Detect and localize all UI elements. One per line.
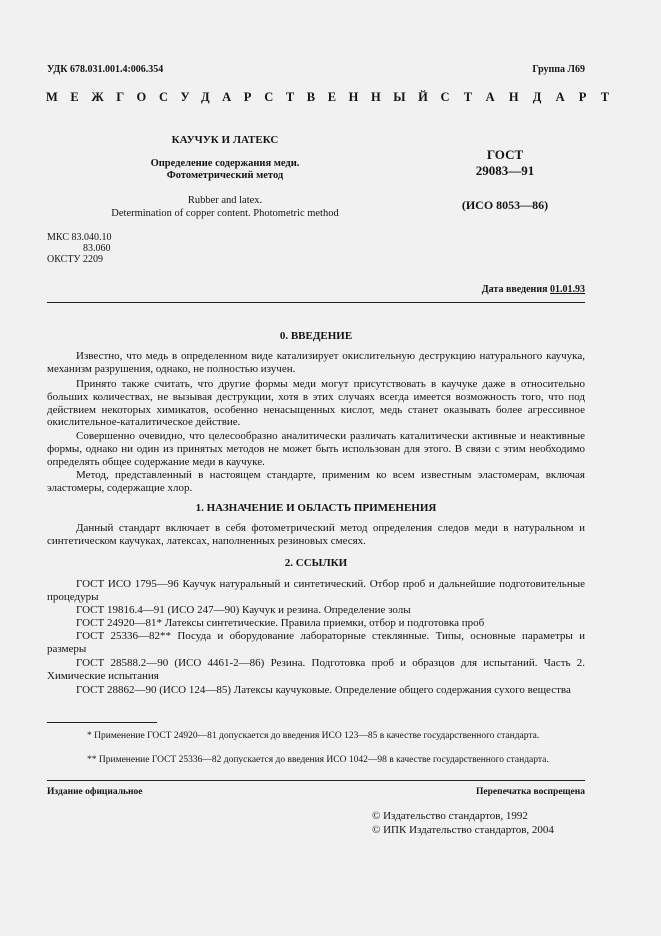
mks-code-2: 83.060 [83, 243, 111, 254]
reference-item: ГОСТ 19816.4—91 (ИСО 247—90) Каучук и резина. Определение золы [76, 604, 411, 616]
reprint-notice: Перепечатка воспрещена [475, 787, 585, 797]
classification-codes [47, 232, 111, 265]
copyright-1: © Издательство стандартов, 1992 [372, 810, 528, 822]
title-en-2: Determination of copper content. Photometric method [111, 208, 339, 219]
effective-date-label: Дата введения [481, 284, 548, 295]
effective-date [482, 284, 585, 295]
title-main: КАУЧУК И ЛАТЕКС [171, 134, 279, 146]
reference-item: ГОСТ 24920—81* Латексы синтетические. Правила приемки, отбор и подготовка проб [76, 617, 485, 629]
okstu-code: ОКСТУ 2209 [47, 254, 104, 265]
intro-paragraph-3: Совершенно очевидно, что целесообразно аналитически различать каталитически активные и неактивные формы, однако ни один из принятых методов не может быть использован для этого. В связи с этим необходимо определять общее содержание меди в каучуке. [47, 430, 585, 468]
mks-code: МКС 83.040.10 [47, 232, 112, 243]
edition-label: Издание официальное [47, 787, 143, 797]
reference-item: ГОСТ ИСО 1795—96 Каучук натуральный и синтетический. Отбор проб и дальнейшие подготовительные процедуры [47, 578, 585, 603]
footnote-2: ** Применение ГОСТ 25336—82 допускается до введения ИСО 1042—98 в качестве государственного стандарта. [87, 755, 549, 765]
scope-paragraph: Данный стандарт включает в себя фотометрический метод определения следов меди в натуральном и синтетическом каучуках, латексах, наполненных резиновых смесях. [47, 522, 585, 547]
divider-bottom [47, 780, 585, 781]
footnote-divider [47, 722, 157, 723]
banner-word-1: МЕЖГОСУДАРСТВЕННЫЙ [46, 90, 441, 104]
title-sub-2: Фотометрический метод [166, 170, 284, 181]
footnote-1: * Применение ГОСТ 24920—81 допускается до введения ИСО 123—85 в качестве государственного стандарта. [87, 731, 540, 741]
group-code: Группа Л69 [532, 64, 585, 75]
banner-word-2: СТАНДАРТ [440, 90, 624, 104]
reference-item: ГОСТ 25336—82** Посуда и оборудование лабораторные стеклянные. Типы, основные параметры и размеры [47, 630, 585, 655]
gost-label: ГОСТ [486, 147, 524, 162]
section-intro-title: 0. ВВЕДЕНИЕ [279, 330, 353, 342]
copyright-2: © ИПК Издательство стандартов, 2004 [372, 824, 554, 836]
reference-item: ГОСТ 28862—90 (ИСО 124—85) Латексы каучуковые. Определение общего содержания сухого вещества [76, 684, 571, 696]
intro-paragraph-4: Метод, представленный в настоящем стандарте, применим ко всем известным эластомерам, включая эластомеры, содержащие хлор. [47, 469, 585, 494]
intro-paragraph-2: Принято также считать, что другие формы меди могут присутствовать в каучуке даже в относительно больших количествах, не вызывая деструкции, хотя в этих случаях всегда имеется возможность того, что под действием некоторых химикатов, особенно ненасыщенных кислот, медь станет оказывать более агрессивное окислительное-каталитическое действие. [47, 378, 585, 429]
iso-reference: (ИСО 8053—86) [461, 198, 549, 212]
effective-date-value: 01.01.93 [550, 284, 585, 295]
intro-paragraph-1: Известно, что медь в определенном виде катализирует окислительную деструкцию натурального каучука, механизм разрушения, однако, не полностью изучен. [47, 350, 585, 375]
title-sub-1: Определение содержания меди. [150, 158, 300, 169]
standard-banner [46, 90, 624, 105]
gost-number: 29083—91 [475, 163, 535, 178]
divider-top [47, 302, 585, 303]
udk-code: УДК 678.031.001.4:006.354 [47, 64, 164, 75]
section-refs-title: 2. ССЫЛКИ [284, 557, 348, 569]
section-scope-title: 1. НАЗНАЧЕНИЕ И ОБЛАСТЬ ПРИМЕНЕНИЯ [195, 502, 437, 514]
title-en-1: Rubber and latex. [187, 195, 263, 206]
reference-item: ГОСТ 28588.2—90 (ИСО 4461-2—86) Резина. Подготовка проб и образцов для испытаний. Часть 2. Химические испытания [47, 657, 585, 682]
